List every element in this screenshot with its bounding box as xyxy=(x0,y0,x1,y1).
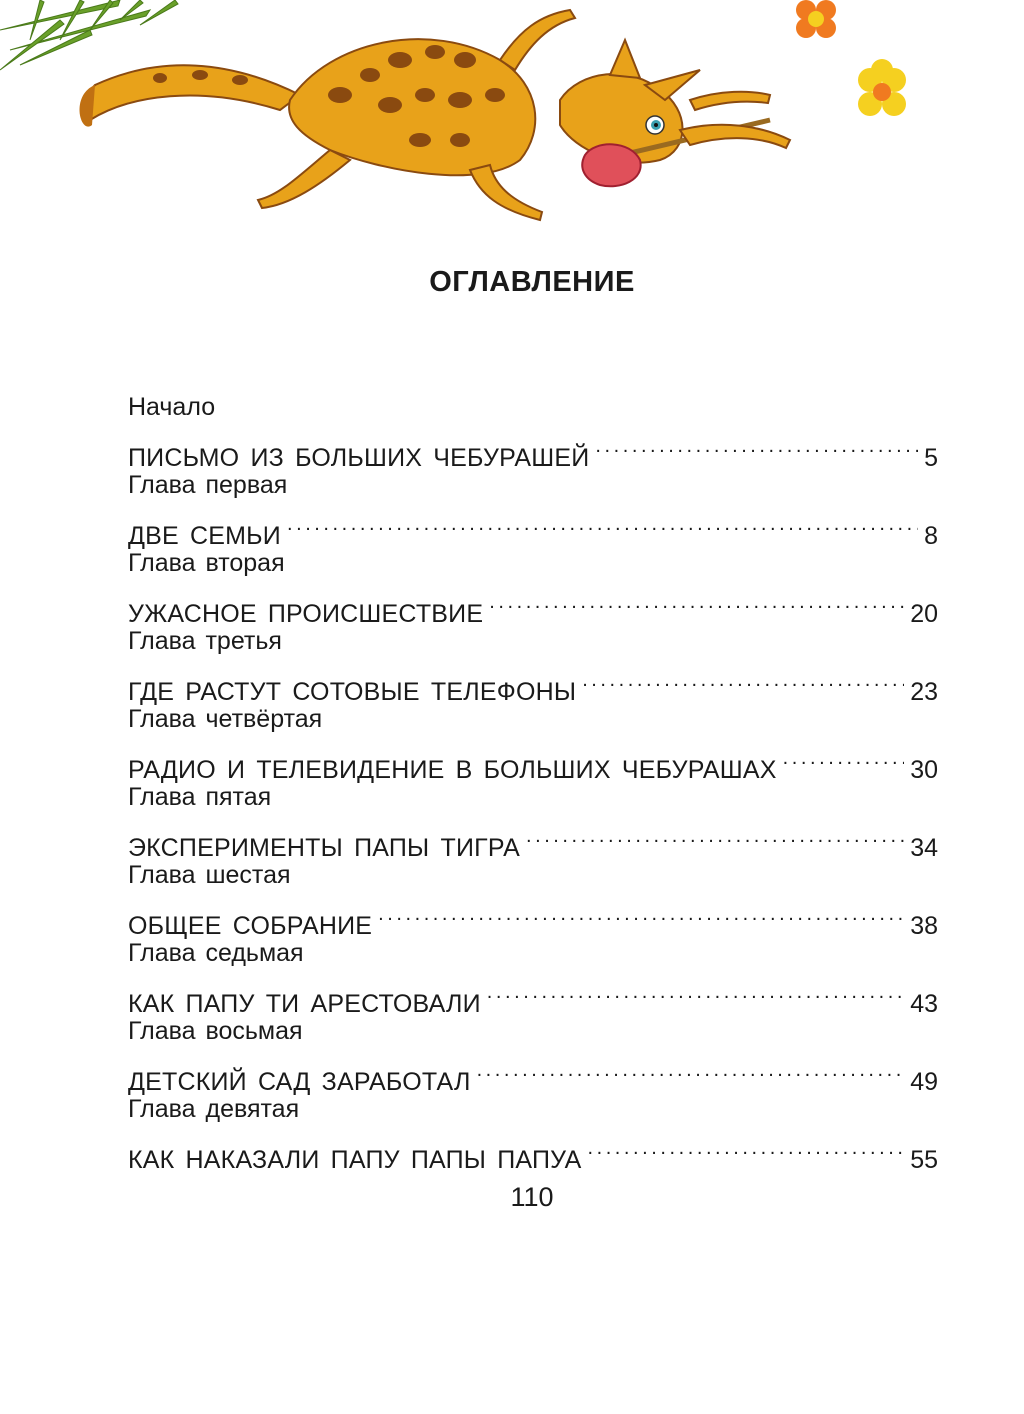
page-number: 5 xyxy=(924,444,938,472)
page-title: ОГЛАВЛЕНИЕ xyxy=(429,266,635,298)
chapter-label: Глава пятая xyxy=(128,783,272,811)
chapter-row[interactable] xyxy=(128,1050,938,1096)
chapter-row[interactable] xyxy=(128,738,938,784)
dot-leader xyxy=(477,1050,905,1090)
yellow-flower-icon xyxy=(858,59,906,116)
chapter-title: ДВЕ СЕМЬИ xyxy=(128,522,281,550)
toc-entry xyxy=(128,544,938,628)
chapter-title: УЖАСНОЕ ПРОИСШЕСТВИЕ xyxy=(128,600,484,628)
dot-leader xyxy=(587,1128,904,1168)
chapter-label: Начало xyxy=(128,393,216,421)
spotted-cat-creature-icon xyxy=(80,10,790,220)
chapter-title: ЭКСПЕРИМЕНТЫ ПАПЫ ТИГРА xyxy=(128,834,520,862)
chapter-title: ГДЕ РАСТУТ СОТОВЫЕ ТЕЛЕФОНЫ xyxy=(128,678,577,706)
chapter-row[interactable] xyxy=(128,972,938,1018)
dot-leader xyxy=(378,894,904,934)
chapter-title: КАК ПАПУ ТИ АРЕСТОВАЛИ xyxy=(128,990,481,1018)
chapter-label: Глава вторая xyxy=(128,549,285,577)
chapter-label: Глава четвёртая xyxy=(128,705,323,733)
chapter-row[interactable] xyxy=(128,582,938,628)
chapter-title: ДЕТСКИЙ САД ЗАРАБОТАЛ xyxy=(128,1068,471,1096)
table-of-contents xyxy=(128,388,938,1174)
chapter-row[interactable] xyxy=(128,816,938,862)
dot-leader xyxy=(526,816,904,856)
chapter-title: ОБЩЕЕ СОБРАНИЕ xyxy=(128,912,373,940)
chapter-label: Глава третья xyxy=(128,627,282,655)
chapter-row[interactable] xyxy=(128,426,938,472)
chapter-label: Глава первая xyxy=(128,471,288,499)
dot-leader xyxy=(489,582,904,622)
header-illustration xyxy=(0,0,1024,240)
chapter-row[interactable] xyxy=(128,660,938,706)
chapter-title: РАДИО И ТЕЛЕВИДЕНИЕ В БОЛЬШИХ ЧЕБУРАШАХ xyxy=(128,756,777,784)
chapter-row[interactable] xyxy=(128,1128,938,1174)
chapter-label: Глава восьмая xyxy=(128,1017,303,1045)
page-number: 55 xyxy=(910,1146,938,1174)
palm-leaves-icon xyxy=(0,0,178,70)
chapter-row[interactable] xyxy=(128,894,938,940)
chapter-title: ПИСЬМО ИЗ БОЛЬШИХ ЧЕБУРАШЕЙ xyxy=(128,444,590,472)
toc-entry xyxy=(128,622,938,706)
dot-leader xyxy=(287,504,918,544)
dot-leader xyxy=(783,738,905,778)
orange-flower-icon xyxy=(796,0,836,38)
page-number: 8 xyxy=(924,522,938,550)
page-number: 49 xyxy=(910,1068,938,1096)
chapter-title: КАК НАКАЗАЛИ ПАПУ ПАПЫ ПАПУА xyxy=(128,1146,582,1174)
dot-leader xyxy=(582,660,904,700)
chapter-row[interactable] xyxy=(128,504,938,550)
dot-leader xyxy=(487,972,904,1012)
page-folio: 110 xyxy=(510,1182,554,1212)
page-number: 38 xyxy=(910,912,938,940)
chapter-label: Глава шестая xyxy=(128,861,291,889)
page-number: 34 xyxy=(910,834,938,862)
toc-entry xyxy=(128,1012,938,1096)
toc-entry xyxy=(128,934,938,1018)
page-number: 20 xyxy=(910,600,938,628)
dot-leader xyxy=(595,426,918,466)
toc-entry xyxy=(128,856,938,940)
toc-entry xyxy=(128,388,938,472)
toc-entry xyxy=(128,1090,938,1174)
chapter-label: Глава седьмая xyxy=(128,939,304,967)
page-number: 30 xyxy=(910,756,938,784)
page-number: 43 xyxy=(910,990,938,1018)
chapter-label: Глава девятая xyxy=(128,1095,300,1123)
page-number: 23 xyxy=(910,678,938,706)
